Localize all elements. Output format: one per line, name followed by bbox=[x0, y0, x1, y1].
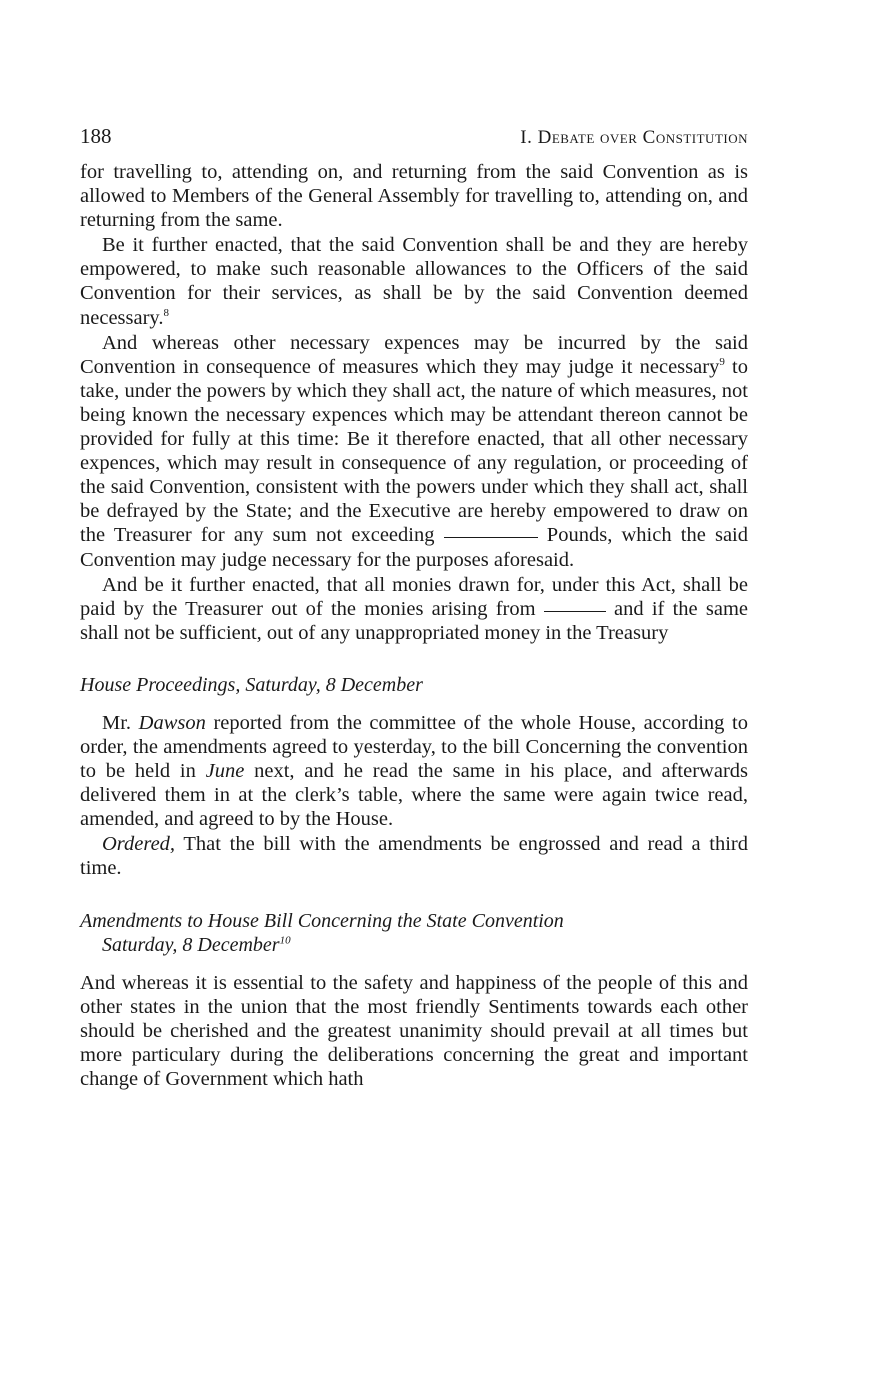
ordered-label: Ordered, bbox=[102, 833, 176, 856]
footnote-ref-8[interactable]: 8 bbox=[163, 306, 169, 319]
footnote-ref-9[interactable]: 9 bbox=[719, 355, 725, 368]
paragraph-continuation: for travelling to, attending on, and returning from the said Convention as is allowed to Members of the General Assembly for travelling to, attending on, and returning from the same. bbox=[80, 161, 748, 232]
running-title: I. Debate over Constitution bbox=[520, 127, 748, 148]
paragraph-necessary-expences: And whereas other necessary expences may be incurred by the said Convention in consequence of measures which they may judge it necessary$^9$ to take, under the powers by which they shall act, the nature of which measures, not being known the necessary expences which may be attendant thereon cannot be provided for fully at this time: Be it therefore enacted, that all other necessary expences, which may result in consequence of any regulation, or proceeding of the said Convention, consistent with the powers under which they shall act, shall be defrayed by the State; and the Executive are hereby empowered to draw on the Treasurer for any sum not exceeding Pounds, which the said Convention may judge necessary for the purposes aforesaid. bbox=[80, 331, 749, 571]
paragraph-dawson-report: Mr. Dawson reported from the committee of the whole House, according to order, the amendments agreed to yesterday, to the bill Concerning the convention to be held in June next, and he read the same in his place, and afterwards delivered them in at the clerk’s table, where the same were again twice read, amended, and agreed to by the House. bbox=[80, 711, 748, 831]
page-number: 188 bbox=[80, 124, 112, 148]
month-name: June bbox=[205, 760, 245, 783]
running-header bbox=[80, 124, 748, 160]
document-page bbox=[80, 124, 748, 1091]
person-name: Dawson bbox=[138, 711, 206, 734]
paragraph-officers-allowances: Be it further enacted, that the said Convention shall be and they are hereby empowered, to make such reasonable allowances to the Officers of the said Convention for their services, as shall be by the said Convention deemed necessary.$^8$ bbox=[80, 234, 748, 329]
blank-line bbox=[544, 611, 606, 612]
paragraph-amendment-text: And whereas it is essential to the safety and happiness of the people of this and other states in the union that the most friendly Sentiments towards each other should be cherished and the greatest unanimity should prevail at all times but more particulary during the deliberations concerning the great and important change of Government which hath bbox=[80, 971, 748, 1090]
footnote-ref-10[interactable]: 10 bbox=[279, 933, 291, 946]
section-heading-house-proceedings: House Proceedings, Saturday, 8 December bbox=[80, 673, 423, 696]
blank-line bbox=[444, 537, 538, 538]
paragraph-monies-drawn: And be it further enacted, that all monies drawn for, under this Act, shall be paid by the Treasurer out of the monies arising from and if the same shall not be sufficient, out of any unappropriated money in the Treasury bbox=[80, 573, 748, 644]
paragraph-ordered: Ordered, That the bill with the amendments be engrossed and read a third time. bbox=[80, 833, 748, 880]
section-heading-amendments: Amendments to House Bill Concerning the State Convention Saturday, 8 December$^{10}$ bbox=[80, 909, 564, 956]
